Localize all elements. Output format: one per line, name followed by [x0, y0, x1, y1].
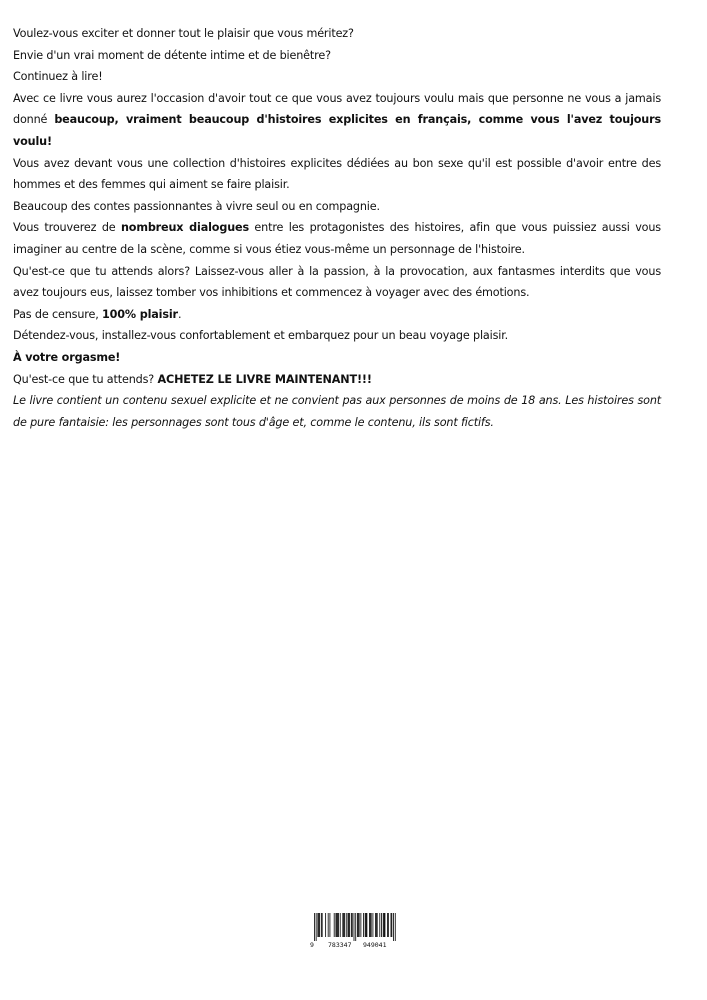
barcode-bar: [344, 913, 345, 937]
barcode-digits-left: 783347: [328, 941, 352, 949]
barcode-bar: [372, 913, 373, 937]
barcode-bar: [314, 913, 315, 941]
barcode-bar: [317, 913, 318, 937]
paragraph: [13, 45, 661, 67]
barcode-bar: [342, 913, 343, 937]
barcode-bar: [321, 913, 322, 937]
barcode-digit-lead: 9: [310, 941, 314, 949]
paragraph: [13, 325, 661, 347]
barcode-bar: [334, 913, 335, 937]
text-run: Vous avez devant vous une collection d'histoires explicites dédiées au bon sexe qu'il est possible d'avoir entre des hommes et des femmes qui aiment se faire plaisir.: [13, 156, 661, 192]
text-run: entre les protagonistes des histoires, afin que vous puissiez aussi vous imaginer au centre de la scène, comme si vous étiez vous-même un personnage de l'histoire.: [13, 221, 661, 256]
barcode-bar: [395, 913, 396, 941]
text-run: .: [177, 307, 182, 321]
barcode-bar: [366, 913, 367, 937]
barcode-bar: [322, 913, 323, 937]
paragraph: [13, 369, 661, 391]
barcode-bar: [318, 913, 319, 937]
paragraph: [13, 66, 661, 88]
text-run: Avec ce livre vous aurez l'occasion d'avoir tout ce que vous avez toujours voulu mais que personne ne vous a jamais donné: [13, 91, 661, 127]
barcode-bar: [377, 913, 378, 937]
paragraph: [13, 261, 661, 304]
barcode-bar: [360, 913, 361, 937]
text-run: Envie d'un vrai moment de détente intime et de bienêtre?: [13, 48, 331, 62]
paragraph: [13, 347, 661, 369]
paragraph: [13, 217, 661, 260]
barcode-bar: [385, 913, 386, 937]
barcode-bar: [391, 913, 392, 937]
barcode-bar: [336, 913, 337, 937]
barcode-bar: [371, 913, 372, 937]
barcode-bar: [329, 913, 330, 937]
text-run: Voulez-vous exciter et donner tout le plaisir que vous méritez?: [13, 27, 354, 40]
bold-text: 100% plaisir: [102, 307, 178, 321]
bold-text: nombreux dialogues: [120, 221, 249, 235]
barcode-bar: [369, 913, 370, 937]
barcode-bar: [355, 913, 356, 941]
barcode-bar: [351, 913, 352, 937]
barcode-bar: [348, 913, 349, 937]
bold-text: ACHETEZ LE LIVRE MAINTENANT!!!: [157, 372, 372, 386]
text-run: Beaucoup des contes passionnantes à vivre seul ou en compagnie.: [13, 199, 380, 213]
text-run: Détendez-vous, installez-vous confortablement et embarquez pour un beau voyage plaisir.: [13, 329, 509, 343]
barcode-bar: [340, 913, 341, 937]
barcode-bar: [354, 913, 355, 941]
barcode-bar: [325, 913, 326, 937]
text-run: Continuez à lire!: [13, 70, 103, 84]
barcode-bar: [343, 913, 344, 937]
barcode-bar: [375, 913, 376, 937]
barcode-bar: [319, 913, 320, 937]
barcode-bar: [387, 913, 388, 937]
paragraph: [13, 23, 661, 45]
paragraph: [13, 88, 661, 153]
paragraph: [13, 153, 661, 196]
barcode-bars: [309, 913, 401, 941]
barcode-bar: [358, 913, 359, 937]
barcode-bar: [352, 913, 353, 937]
barcode-bar: [357, 913, 358, 937]
barcode-bar: [363, 913, 364, 937]
barcode-bar: [336, 913, 337, 937]
paragraph: [13, 390, 661, 433]
barcode-bar: [365, 913, 366, 937]
barcode-bar: [384, 913, 385, 937]
barcode-bar: [328, 913, 329, 937]
description-text: [13, 23, 661, 433]
barcode-bar: [379, 913, 380, 937]
barcode-bar: [338, 913, 339, 937]
barcode-bar: [370, 913, 371, 937]
barcode-bar: [337, 913, 338, 937]
barcode-bar: [381, 913, 382, 937]
isbn-barcode: [309, 913, 401, 949]
barcode-bar: [383, 913, 384, 937]
barcode-bar: [366, 913, 367, 937]
barcode-bar: [349, 913, 350, 937]
paragraph: [13, 304, 661, 326]
text-run: Pas de censure,: [13, 307, 103, 321]
barcode-bar: [359, 913, 360, 937]
barcode-bar: [393, 913, 394, 941]
paragraph: [13, 196, 661, 218]
italic-text: Le livre contient un contenu sexuel explicite et ne convient pas aux personnes de moins de 18 ans. Les histoires sont de pure fantaisie: les personnages sont tous d'âge et, comme le contenu, ils sont fictifs.: [13, 394, 661, 429]
barcode-bar: [346, 913, 347, 937]
text-run: Vous trouverez de: [13, 221, 121, 235]
barcode-digits: [309, 941, 401, 951]
text-run: Qu'est-ce que tu attends alors? Laissez-vous aller à la passion, à la provocation, aux fantasmes interdits que vous avez toujours eus, laissez tomber vos inhibitions et commencez à voyager avec des émotions.: [13, 264, 661, 300]
text-run: Qu'est-ce que tu attends?: [13, 372, 158, 386]
barcode-bar: [391, 913, 392, 937]
barcode-bar: [376, 913, 377, 937]
bold-text: beaucoup, vraiment beaucoup d'histoires explicites en français, comme vous l'avez toujours voulu!: [13, 113, 661, 148]
barcode-digits-right: 949041: [363, 941, 387, 949]
barcode-bar: [388, 913, 389, 937]
barcode-bar: [316, 913, 317, 941]
barcode-bar: [348, 913, 349, 937]
bold-text: À votre orgasme!: [13, 350, 121, 364]
